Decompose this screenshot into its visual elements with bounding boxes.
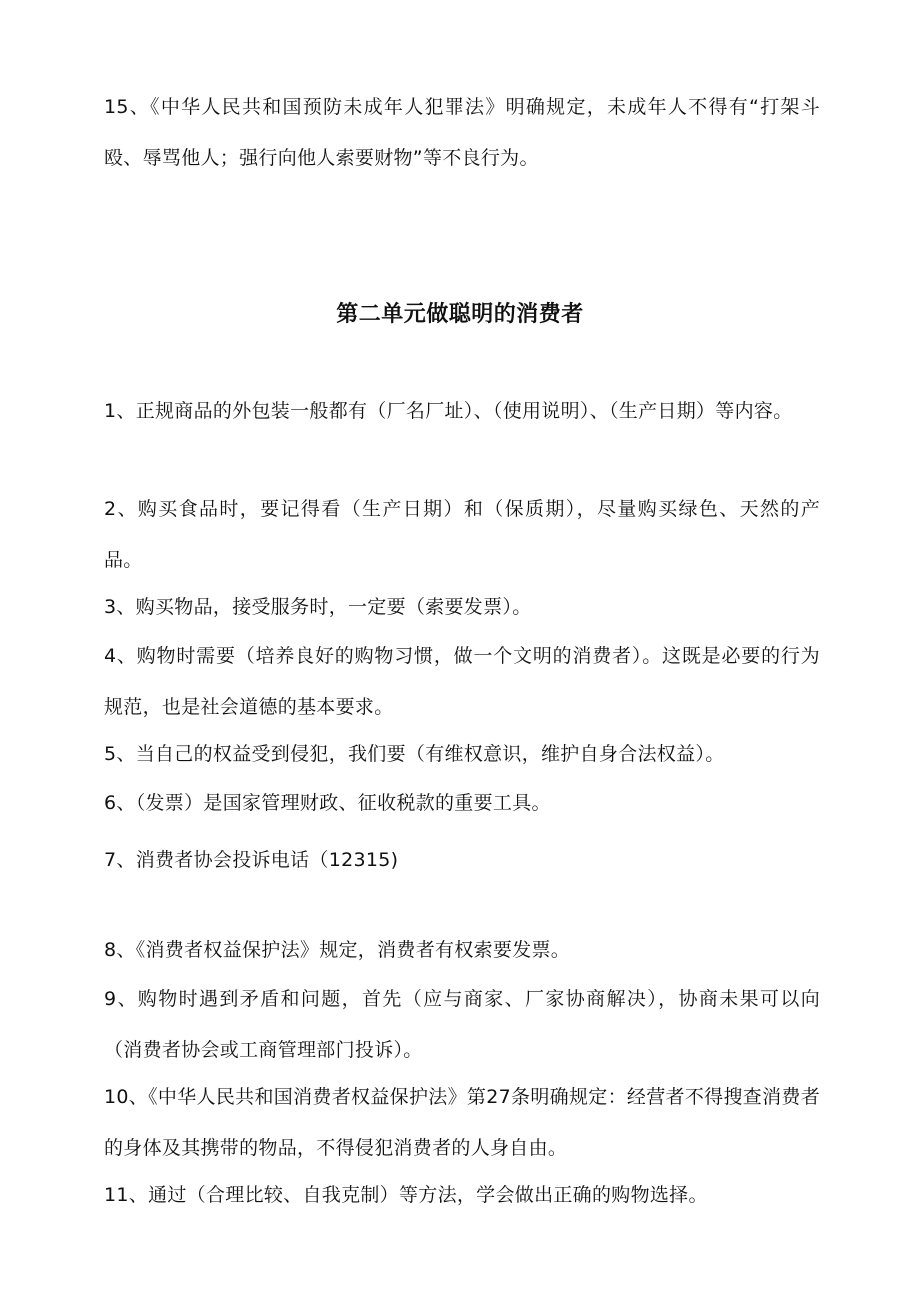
unit-title: 第二单元做聪明的消费者 bbox=[336, 302, 584, 327]
unit2-item-7: 7、消费者协会投诉电话（12315) bbox=[104, 849, 399, 871]
unit2-item-1: 1、正规商品的外包装一般都有（厂名厂址）、（使用说明）、（生产日期）等内容。 bbox=[104, 400, 793, 422]
unit2-item-2: 2、购买食品时，要记得看（生产日期）和（保质期），尽量购买绿色、天然的产品。 bbox=[104, 498, 820, 571]
unit2-item-9: 9、购物时遇到矛盾和问题，首先（应与商家、厂家协商解决），协商未果可以向（消费者协会或工商管理部门投诉）。 bbox=[104, 988, 820, 1061]
item-15-paragraph: 15、《中华人民共和国预防未成年人犯罪法》明确规定，未成年人不得有“打架斗殴、辱骂他人；强行向他人索要财物”等不良行为。 bbox=[104, 96, 820, 169]
unit2-item-5: 5、当自己的权益受到侵犯，我们要（有维权意识，维护自身合法权益）。 bbox=[104, 743, 725, 765]
unit2-item-6: 6、（发票）是国家管理财政、征收税款的重要工具。 bbox=[104, 792, 551, 814]
unit2-item-8: 8、《消费者权益保护法》规定，消费者有权索要发票。 bbox=[104, 939, 571, 961]
unit2-item-4: 4、购物时需要（培养良好的购物习惯，做一个文明的消费者）。这既是必要的行为规范，也是社会道德的基本要求。 bbox=[104, 645, 820, 718]
unit2-item-11: 11、通过（合理比较、自我克制）等方法，学会做出正确的购物选择。 bbox=[104, 1184, 708, 1206]
unit2-item-3: 3、购买物品，接受服务时，一定要（索要发票）。 bbox=[104, 596, 532, 618]
unit2-item-10: 10、《中华人民共和国消费者权益保护法》第27条明确规定：经营者不得搜查消费者的身体及其携带的物品，不得侵犯消费者的人身自由。 bbox=[104, 1086, 820, 1159]
